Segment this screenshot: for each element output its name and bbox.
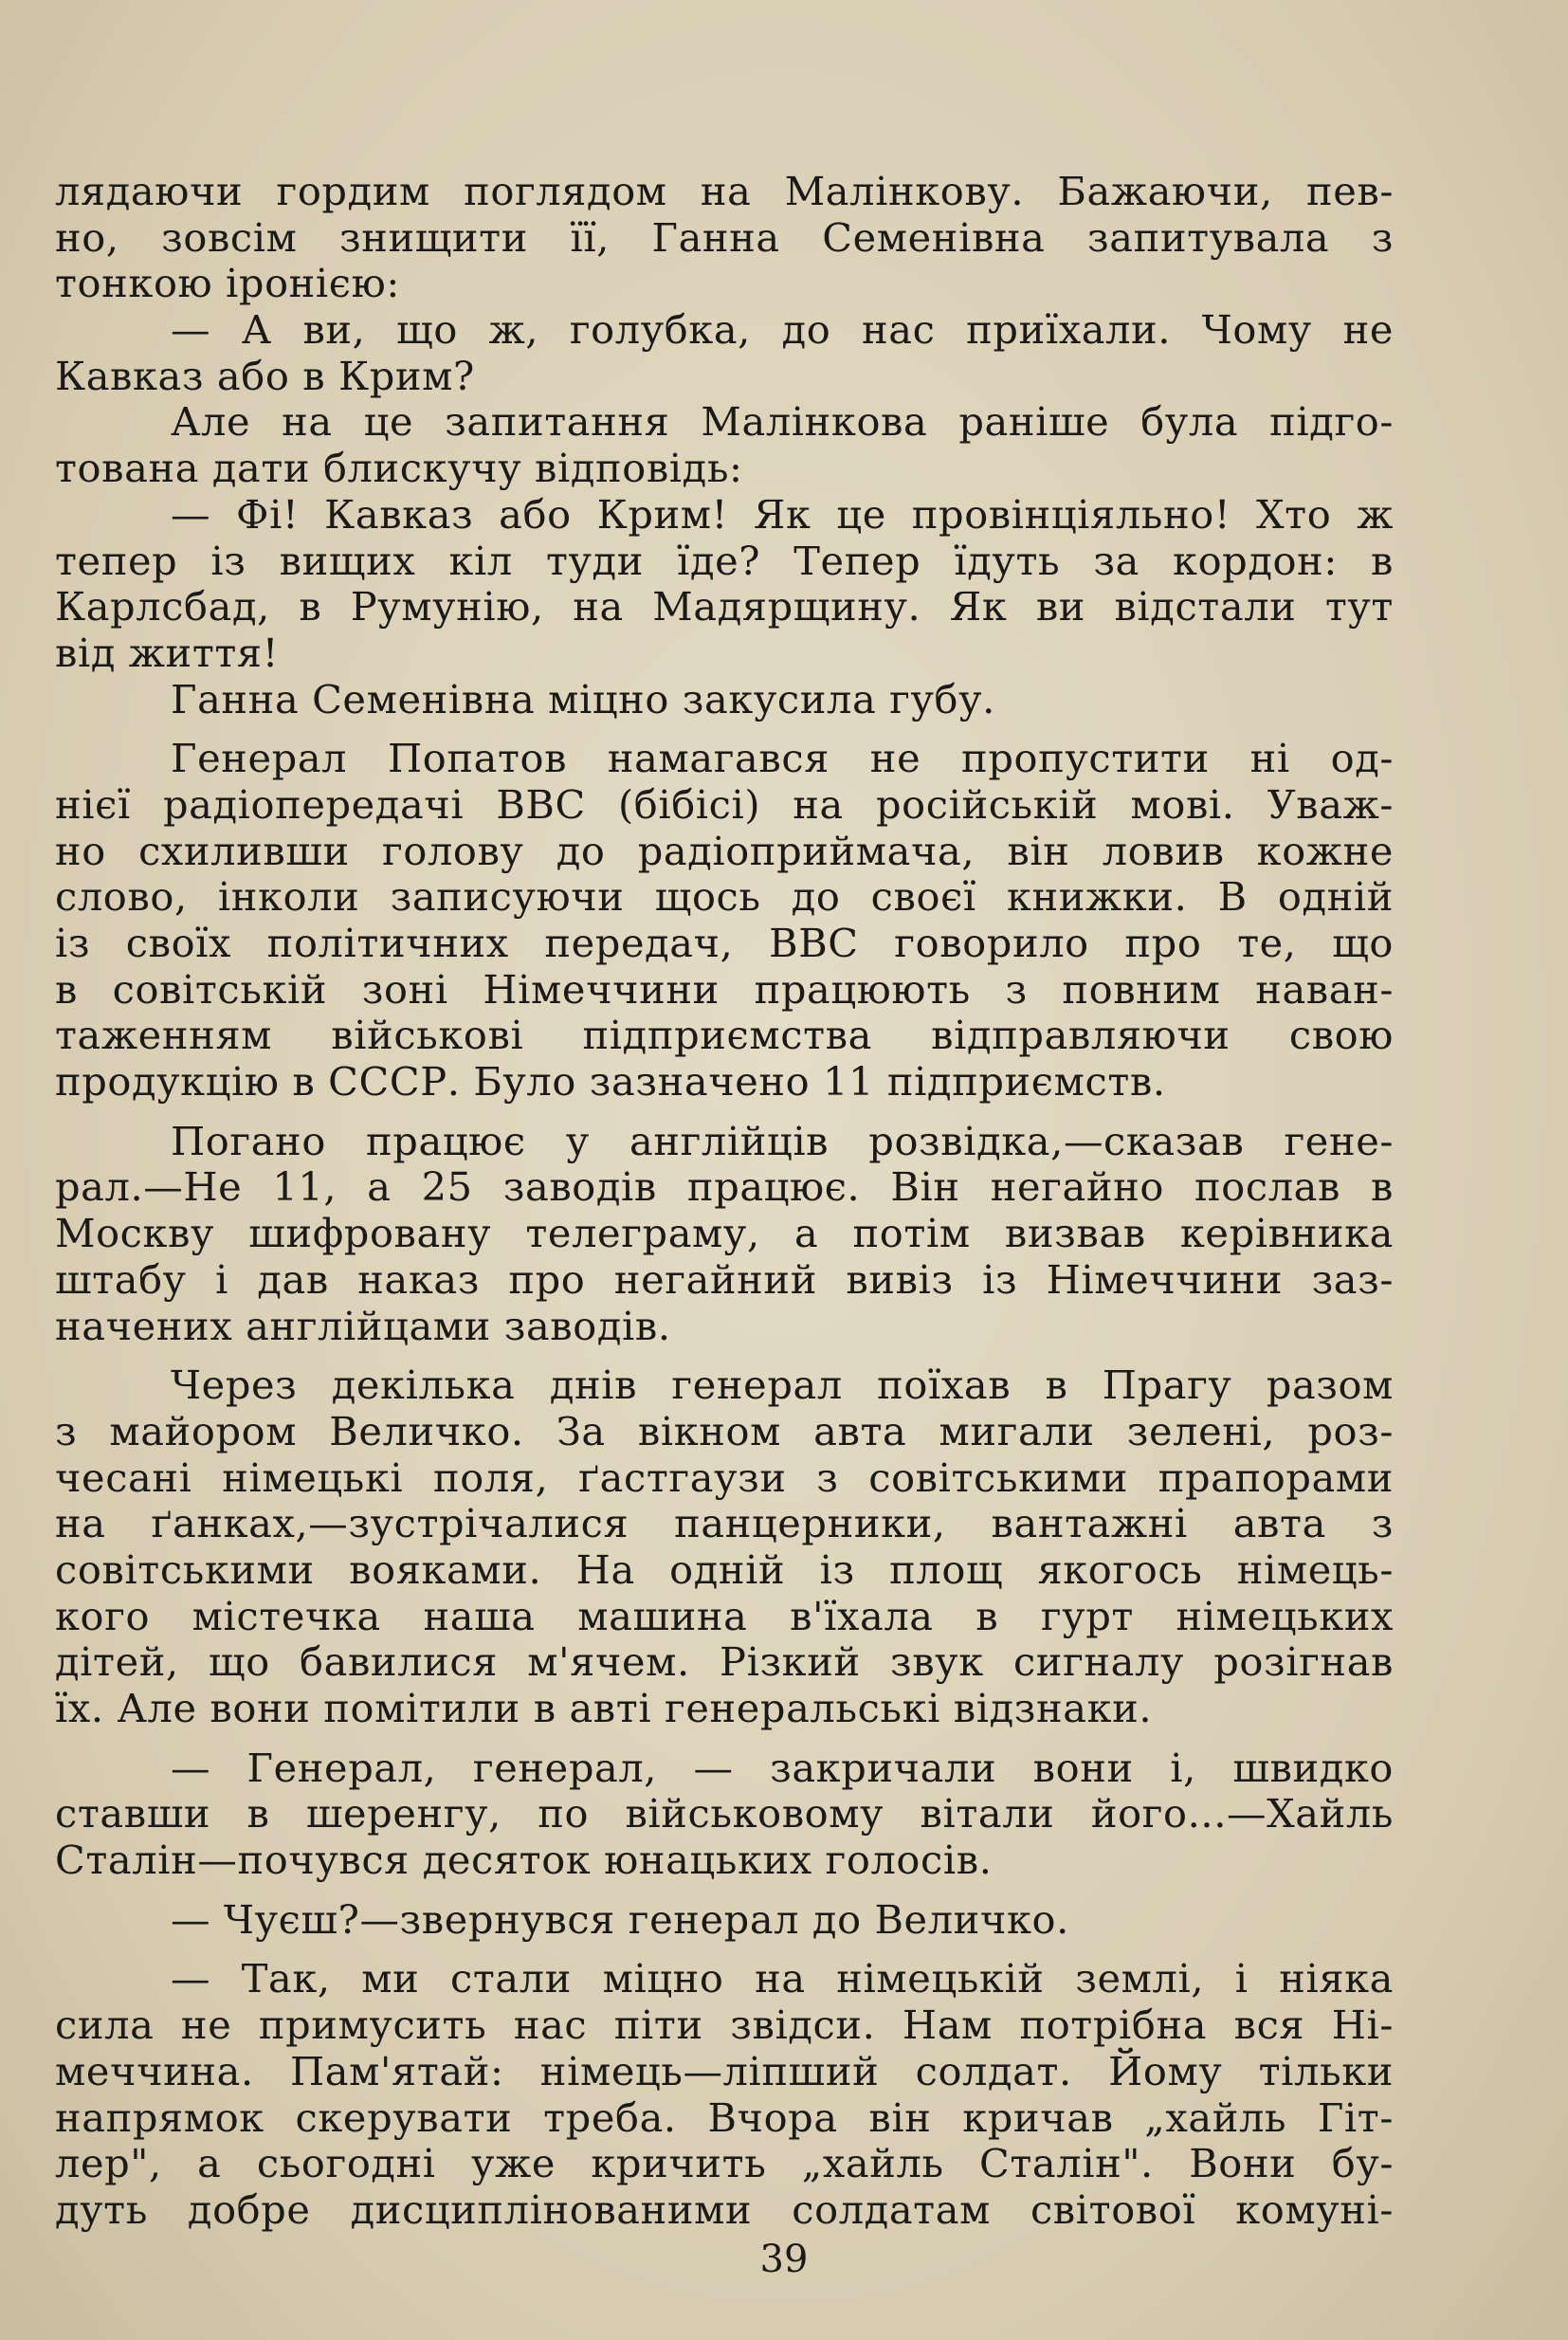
paragraph-gap: [55, 1943, 1394, 1956]
text-line: но, зовсім знищити її, Ганна Семенівна запитувала з: [55, 213, 1394, 261]
text-line: сила не примусить нас піти звідси. Нам потрібна вся Ні-: [55, 2002, 1394, 2049]
text-line: дуть добре дисциплінованими солдатам світової комуні-: [55, 2185, 1394, 2233]
text-line: в совітській зоні Німеччини працюють з повним наван-: [55, 965, 1394, 1013]
text-line: напрямок скерувати треба. Вчора він кричав „хайль Гіт-: [55, 2093, 1394, 2141]
text-line: чесані німецькі поля, ґастгаузи з совітськими прапорами: [55, 1453, 1394, 1501]
text-line: Карлсбад, в Румунію, на Мадярщину. Як ви відстали тут: [55, 583, 1394, 631]
text-line: тепер із вищих кіл туди їде? Тепер їдуть за кордон: в: [55, 537, 1394, 584]
text-line: кого містечка наша машина в'їхала в гурт німецьких: [55, 1592, 1394, 1639]
text-line: — Генерал, генерал, — закричали вони і, швидко: [171, 1744, 1394, 1791]
text-line: слово, інколи записуючи щось до своєї книжки. В одній: [55, 873, 1394, 921]
paragraph-gap: [55, 1349, 1394, 1362]
text-line: із своїх політичних передач, ВВС говорило про те, що: [55, 920, 1394, 966]
text-line: Через декілька днів генерал поїхав в Прагу разом: [171, 1362, 1394, 1409]
paragraph-gap: [55, 1884, 1394, 1897]
text-line: ставши в шеренгу, по військовому вітали його...—Хайль: [55, 1790, 1394, 1837]
text-line: їх. Але вони помітили в авті генеральські відзнаки.: [55, 1685, 1153, 1731]
text-line: лядаючи гордим поглядом на Малінкову. Бажаючи, пев-: [55, 168, 1394, 214]
text-line: совітськими вояками. На одній із площ якогось німець-: [55, 1545, 1394, 1593]
text-line: тонкою іронією:: [55, 260, 400, 307]
page-number: 39: [759, 2238, 809, 2281]
paragraph-gap: [55, 722, 1394, 736]
text-line: но схиливши голову до радіоприймача, він ловив кожне: [55, 827, 1394, 874]
text-line: рал.—Не 11, а 25 заводів працює. Він негайно послав в: [55, 1163, 1394, 1211]
page-text-block: [55, 169, 1394, 2234]
text-line: лер", а сьогодні уже кричить „хайль Сталін". Вони бу-: [55, 2140, 1394, 2187]
paragraph-gap: [55, 1732, 1394, 1746]
text-line: тована дати блискучу відповідь:: [55, 445, 743, 492]
text-line: продукцію в СССР. Було зазначено 11 підприємств.: [55, 1058, 1166, 1106]
text-line: з майором Величко. За вікном авта мигали зелені, роз-: [55, 1407, 1394, 1454]
text-line: Кавказ або в Крим?: [55, 352, 475, 399]
text-line: Генерал Попатов намагався не пропустити ні од-: [171, 735, 1394, 782]
text-line: — Чуєш?—звернувся генерал до Величко.: [171, 1895, 1069, 1943]
text-line: Москву шифровану телеграму, а потім визвав керівника: [55, 1210, 1394, 1257]
text-line: від життя!: [55, 629, 279, 676]
text-line: на ґанках,—зустрічалися панцерники, вантажні авта з: [55, 1500, 1394, 1547]
text-line: дітей, що бавилися м'ячем. Різкий звук сигналу розігнав: [55, 1638, 1394, 1686]
text-line: штабу і дав наказ про негайний вивіз із Німеччини заз-: [55, 1255, 1394, 1303]
text-line: — А ви, що ж, голубка, до нас приїхали. Чому не: [171, 306, 1394, 354]
text-line: — Фі! Кавказ або Крим! Як це провінціяльно! Хто ж: [171, 490, 1394, 538]
text-line: Погано працює у англійців розвідка,—сказав гене-: [171, 1117, 1394, 1164]
text-line: меччина. Пам'ятай: німець—ліпший солдат. Йому тільки: [55, 2047, 1394, 2094]
text-line: начених англійцами заводів.: [55, 1302, 671, 1349]
text-line: Але на це запитання Малінкова раніше була підго-: [171, 398, 1394, 446]
paragraph-gap: [55, 1106, 1394, 1119]
text-line: Ганна Семенівна міцно закусила губу.: [171, 675, 995, 722]
text-line: таженням військові підприємства відправляючи свою: [55, 1012, 1394, 1059]
text-line: нієї радіопередачі ВВС (бібісі) на російській мові. Уваж-: [55, 780, 1394, 828]
text-line: — Так, ми стали міцно на німецькій землі, і ніяка: [171, 1955, 1394, 2002]
text-line: Сталін—почувся десяток юнацьких голосів.: [55, 1837, 993, 1884]
